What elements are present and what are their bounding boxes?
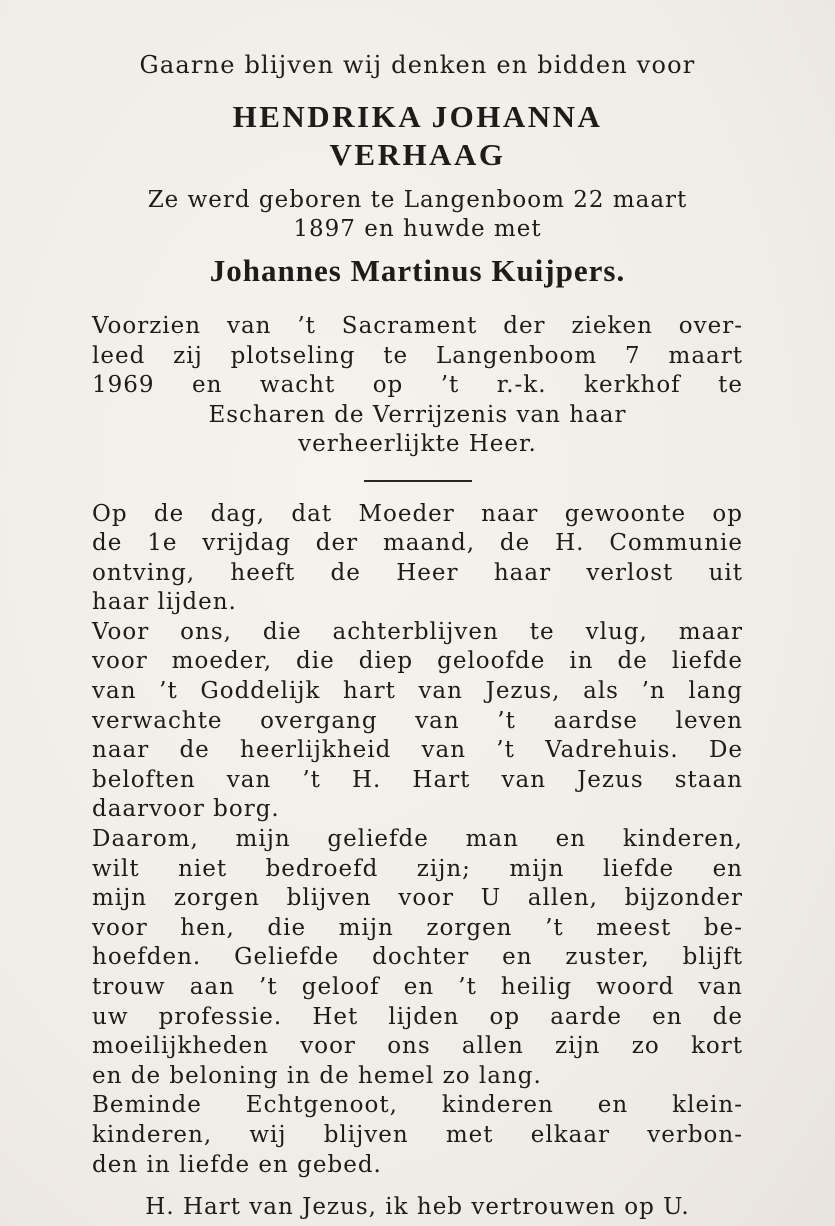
closing-prayer: H. Hart van Jezus, ik heb vertrouwen op U. — [145, 1194, 690, 1221]
body-line: ontving, heeft de Heer haar verlost uit — [92, 559, 743, 586]
deceased-name-line-1: HENDRIKA JOHANNA — [232, 99, 603, 134]
body-line: beloften van ’t H. Hart van Jezus staan — [92, 766, 743, 793]
body-paragraph — [92, 500, 743, 1181]
body-line: trouw aan ’t geloof en ’t heilig woord van — [92, 974, 743, 1000]
body-line: den in liefde en gebed. — [92, 1151, 382, 1178]
body-line: voor moeder, die diep geloofde in de liefde — [92, 648, 743, 675]
body-line: wilt niet bedroefd zijn; mijn liefde en — [92, 855, 743, 882]
death-paragraph — [92, 312, 743, 460]
body-line: voor hen, die mijn zorgen ’t meest be- — [92, 914, 743, 941]
body-line: Op de dag, dat Moeder naar gewoonte op — [92, 500, 743, 527]
body-line: verwachte overgang van ’t aardse leven — [92, 707, 743, 734]
body-line: kinderen, wij blijven met elkaar verbon- — [92, 1121, 743, 1148]
birth-line-2: 1897 en huwde met — [293, 216, 542, 242]
body-line: Voor ons, die achterblijven te vlug, maar — [92, 618, 743, 645]
body-line: de 1e vrijdag der maand, de H. Communie — [92, 530, 743, 557]
death-line: leed zij plotseling te Langenboom 7 maart — [92, 342, 743, 369]
body-line: uw professie. Het lijden op aarde en de — [92, 1003, 743, 1030]
spouse-name: Johannes Martinus Kuijpers. — [209, 253, 626, 288]
body-line: mijn zorgen blijven voor U allen, bijzonder — [92, 885, 743, 912]
body-line: en de beloning in de hemel zo lang. — [92, 1062, 542, 1089]
body-line: hoefden. Geliefde dochter en zuster, blijft — [92, 944, 743, 971]
body-line: haar lijden. — [92, 589, 237, 616]
body-line: Daarom, mijn geliefde man en kinderen, — [92, 826, 743, 853]
deceased-name-line-2: VERHAAG — [329, 137, 506, 172]
body-line: naar de heerlijkheid van ’t Vadrehuis. De — [92, 737, 743, 764]
death-line: verheerlijkte Heer. — [298, 431, 537, 457]
divider-rule — [364, 480, 472, 482]
body-line: daarvoor borg. — [92, 796, 280, 823]
body-line: van ’t Goddelijk hart van Jezus, als ’n lang — [92, 678, 743, 705]
death-line: 1969 en wacht op ’t r.-k. kerkhof te — [92, 372, 743, 398]
death-line: Escharen de Verrijzenis van haar — [208, 401, 627, 428]
body-line: Beminde Echtgenoot, kinderen en klein- — [92, 1092, 743, 1119]
intro-line: Gaarne blijven wij denken en bidden voor — [139, 51, 696, 79]
death-line: Voorzien van ’t Sacrament der zieken over- — [92, 313, 743, 339]
birth-line-1: Ze werd geboren te Langenboom 22 maart — [147, 187, 688, 213]
body-line: moeilijkheden voor ons allen zijn zo kort — [92, 1033, 743, 1060]
